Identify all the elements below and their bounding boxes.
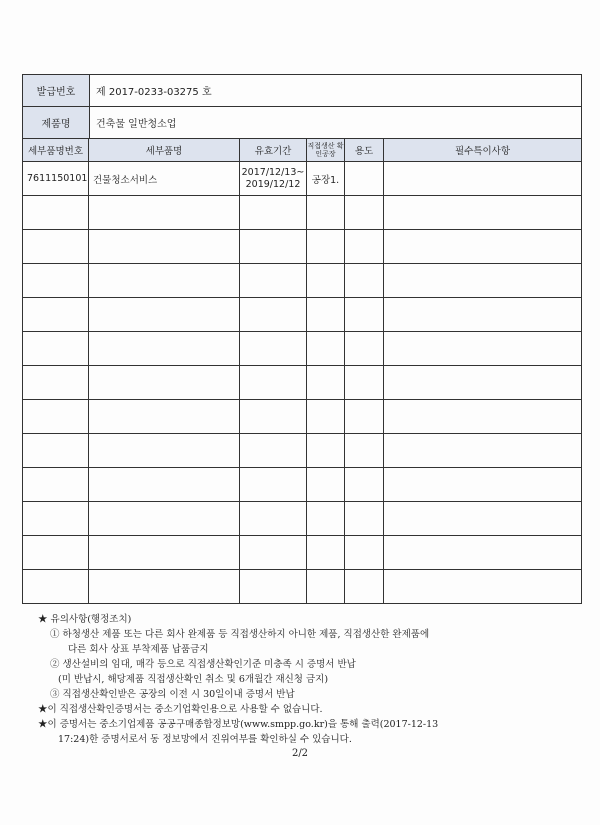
empty-cell xyxy=(23,502,89,536)
empty-cell xyxy=(345,434,384,468)
table-row xyxy=(23,570,582,604)
notice-verification: ★이 증명서는 중소기업제품 공공구매종합정보망(www.smpp.go.kr)을 통해 출력(2017-12-13 xyxy=(38,719,439,730)
empty-cell xyxy=(345,468,384,502)
notice-item-1: ① 하청생산 제품 또는 다른 회사 완제품 등 직접생산하지 아니한 제품, 직접생산한 완제품에 xyxy=(50,629,430,640)
empty-cell xyxy=(240,468,307,502)
notice-item-1-cont: 다른 회사 상표 부착제품 납품금지 xyxy=(68,644,209,655)
table-row xyxy=(23,264,582,298)
empty-cell xyxy=(384,536,582,570)
detail-header-row xyxy=(23,139,582,162)
notice-item-2-cont: (미 반납시, 해당제품 직접생산확인 취소 및 6개월간 재신청 금지) xyxy=(58,674,329,685)
empty-cell xyxy=(23,332,89,366)
detail-table xyxy=(22,138,582,604)
table-row xyxy=(23,502,582,536)
table-row xyxy=(23,332,582,366)
table-row xyxy=(23,434,582,468)
empty-cell xyxy=(89,570,240,604)
empty-cell xyxy=(240,434,307,468)
use-cell xyxy=(345,162,384,196)
empty-cell xyxy=(240,264,307,298)
empty-cell xyxy=(384,502,582,536)
empty-cell xyxy=(240,298,307,332)
table-row xyxy=(23,366,582,400)
info-table xyxy=(22,74,582,139)
empty-cell xyxy=(23,264,89,298)
empty-cell xyxy=(345,196,384,230)
empty-cell xyxy=(89,332,240,366)
empty-cell xyxy=(23,434,89,468)
table-row xyxy=(23,400,582,434)
empty-cell xyxy=(307,332,345,366)
validity-cell xyxy=(240,162,307,196)
empty-cell xyxy=(89,298,240,332)
product-name-label: 제품명 xyxy=(23,107,90,139)
empty-cell xyxy=(23,230,89,264)
empty-cell xyxy=(345,264,384,298)
empty-cell xyxy=(307,468,345,502)
header-item-name: 세부품명 xyxy=(89,139,240,162)
empty-cell xyxy=(345,332,384,366)
empty-cell xyxy=(23,536,89,570)
empty-cell xyxy=(89,536,240,570)
empty-cell xyxy=(384,196,582,230)
empty-cell xyxy=(23,468,89,502)
empty-cell xyxy=(307,230,345,264)
empty-cell xyxy=(345,366,384,400)
header-factory: 직접생산 확인공장 xyxy=(307,139,345,162)
empty-cell xyxy=(307,400,345,434)
empty-cell xyxy=(384,468,582,502)
page-number: 2/2 xyxy=(291,748,309,759)
empty-cell xyxy=(345,230,384,264)
empty-cell xyxy=(384,332,582,366)
empty-cell xyxy=(384,264,582,298)
notice-title: ★ 유의사항(행정조치) xyxy=(38,614,132,625)
empty-cell xyxy=(240,366,307,400)
empty-cell xyxy=(89,434,240,468)
empty-cell xyxy=(89,468,240,502)
product-name-row xyxy=(23,107,582,139)
empty-cell xyxy=(384,230,582,264)
empty-cell xyxy=(384,434,582,468)
empty-cell xyxy=(23,196,89,230)
empty-cell xyxy=(384,570,582,604)
header-use: 용도 xyxy=(345,139,384,162)
empty-cell xyxy=(384,400,582,434)
header-validity: 유효기간 xyxy=(240,139,307,162)
empty-cell xyxy=(23,298,89,332)
empty-cell xyxy=(345,536,384,570)
empty-cell xyxy=(89,366,240,400)
empty-cell xyxy=(345,298,384,332)
empty-cell xyxy=(307,434,345,468)
empty-cell xyxy=(307,366,345,400)
empty-cell xyxy=(240,502,307,536)
empty-cell xyxy=(240,332,307,366)
table-row xyxy=(23,298,582,332)
issue-number-row xyxy=(23,75,582,107)
validity-start: 2017/12/13~ xyxy=(241,166,305,178)
issue-number-label: 발급번호 xyxy=(23,75,90,107)
table-row xyxy=(23,230,582,264)
remarks-cell xyxy=(384,162,582,196)
empty-cell xyxy=(89,230,240,264)
table-row xyxy=(23,536,582,570)
empty-cell xyxy=(23,570,89,604)
empty-cell xyxy=(89,196,240,230)
factory-cell: 공장1. xyxy=(307,162,345,196)
empty-cell xyxy=(240,196,307,230)
table-row xyxy=(23,196,582,230)
header-item-code: 세부품명번호 xyxy=(23,139,89,162)
empty-cell xyxy=(89,502,240,536)
empty-cell xyxy=(23,366,89,400)
header-remarks: 필수특이사항 xyxy=(384,139,582,162)
product-name-value: 건축물 일반청소업 xyxy=(90,107,582,139)
empty-cell xyxy=(345,570,384,604)
notice-section xyxy=(38,612,578,747)
empty-cell xyxy=(23,400,89,434)
empty-cell xyxy=(384,366,582,400)
empty-cell xyxy=(240,400,307,434)
notice-item-2: ② 생산설비의 임대, 매각 등으로 직접생산확인기준 미충족 시 증명서 반납 xyxy=(50,659,356,670)
empty-cell xyxy=(307,196,345,230)
empty-cell xyxy=(240,230,307,264)
empty-cell xyxy=(307,570,345,604)
item-name-cell: 건물청소서비스 xyxy=(89,162,240,196)
empty-cell xyxy=(240,536,307,570)
certificate-sheet xyxy=(22,74,582,604)
validity-end: 2019/12/12 xyxy=(245,178,301,190)
empty-cell xyxy=(89,264,240,298)
empty-cell xyxy=(307,264,345,298)
empty-cell xyxy=(240,570,307,604)
empty-cell xyxy=(307,502,345,536)
empty-cell xyxy=(307,298,345,332)
notice-verification-cont: 17:24)한 증명서로서 동 정보망에서 진위여부를 확인하실 수 있습니다. xyxy=(58,734,352,745)
notice-item-3: ③ 직접생산확인받은 공장의 이전 시 30일이내 증명서 반납 xyxy=(50,689,295,700)
issue-number-value: 제 2017-0233-03275 호 xyxy=(90,75,582,107)
empty-cell xyxy=(307,536,345,570)
item-code-cell: 7611150101 xyxy=(23,162,89,196)
empty-cell xyxy=(89,400,240,434)
table-row xyxy=(23,162,582,196)
empty-cell xyxy=(345,502,384,536)
empty-cell xyxy=(345,400,384,434)
notice-usage: ★이 직접생산확인증명서는 중소기업확인용으로 사용할 수 없습니다. xyxy=(38,704,323,715)
empty-cell xyxy=(384,298,582,332)
table-row xyxy=(23,468,582,502)
